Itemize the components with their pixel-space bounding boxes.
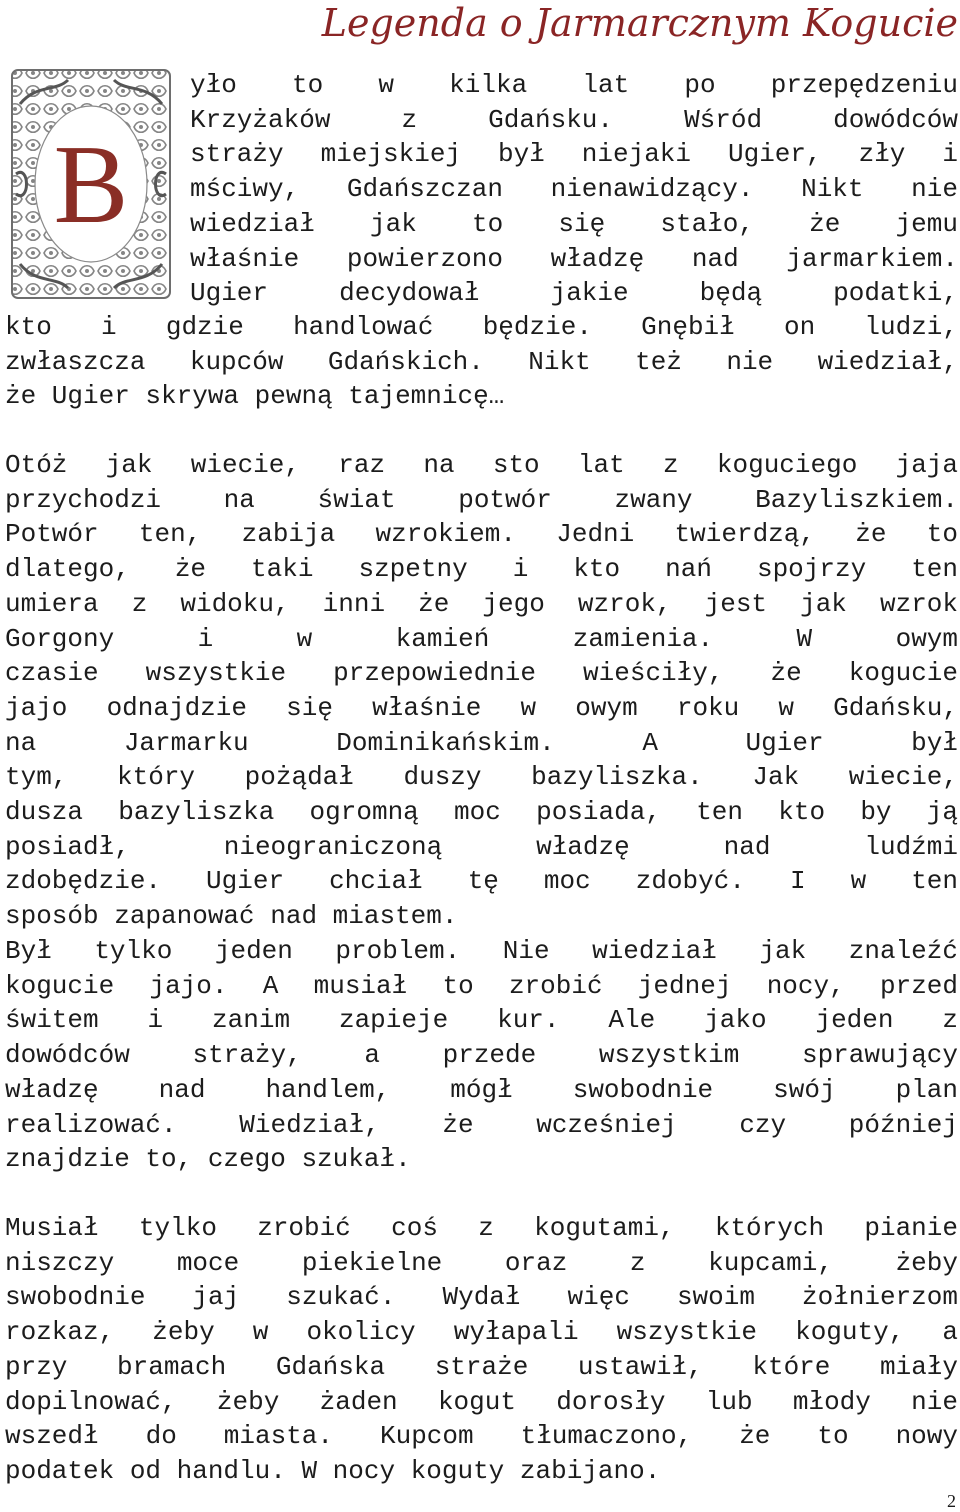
paragraph-basilisk xyxy=(5,448,958,934)
text-line: kogucie jajo. A musiał to zrobić jednej nocy, przed xyxy=(5,970,958,1001)
text-line: podatek od handlu. W nocy koguty zabijano. xyxy=(5,1455,661,1486)
text-line: właśnie powierzono władzę nad jarmarkiem. xyxy=(190,243,958,274)
paragraph-problem xyxy=(5,934,958,1177)
text-line: tym, który pożądał duszy bazyliszka. Jak wiecie, xyxy=(5,762,958,793)
text-line: wiedział jak to się stało, że jemu xyxy=(190,208,958,239)
text-line: znajdzie to, czego szukał. xyxy=(5,1144,411,1175)
text-line: sposób zapanować nad miastem. xyxy=(5,901,458,932)
page-number: 2 xyxy=(947,1491,956,1511)
text-line: wszedł do miasta. Kupcom tłumaczono, że to nowy xyxy=(5,1421,958,1452)
text-line: realizować. Wiedział, że wcześniej czy później xyxy=(5,1109,958,1140)
text-line: na Jarmarku Dominikańskim. A Ugier był xyxy=(5,727,958,758)
text-line: niszczy moce piekielne oraz z kupcami, żeby xyxy=(5,1247,958,1278)
text-line: Otóż jak wiecie, raz na sto lat z koguciego jaja xyxy=(5,450,958,480)
drop-cap-letter: B xyxy=(53,123,129,247)
text-line: dusza bazyliszka ogromną moc posiada, ten kto by ją xyxy=(5,797,958,828)
text-line: zdobędzie. Ugier chciał tę moc zdobyć. I w ten xyxy=(5,866,958,897)
paragraph-roosters xyxy=(5,1211,958,1489)
text-line: zwłaszcza kupców Gdańskich. Nikt też nie wiedział, xyxy=(5,346,958,377)
text-line: przy bramach Gdańska straże ustawił, które miały xyxy=(5,1351,958,1382)
text-line: Krzyżaków z Gdańsku. Wśród dowódców xyxy=(190,104,958,135)
text-line: straży miejskiej był niejaki Ugier, zły i xyxy=(190,139,958,170)
text-line: przychodzi na świat potwór zwany Bazyliszkiem. xyxy=(5,484,958,515)
text-line: Był tylko jeden problem. Nie wiedział jak znaleźć xyxy=(5,936,958,966)
text-line: kto i gdzie handlować będzie. Gnębił on ludzi, xyxy=(5,312,958,342)
text-line: dopilnować, żeby żaden kogut dorosły lub młody nie xyxy=(5,1386,958,1417)
text-line: Ugier decydował jakie będą podatki, xyxy=(190,278,958,309)
text-line: świtem i zanim zapieje kur. Ale jako jeden z xyxy=(5,1005,958,1036)
page-title: Legenda o Jarmarcznym Kogucie xyxy=(321,1,958,45)
text-line: yło to w kilka lat po przepędzeniu xyxy=(190,70,958,100)
text-line: że Ugier skrywa pewną tajemnicę… xyxy=(5,381,505,412)
text-line: umiera z widoku, inni że jego wzrok, jest jak wzrok xyxy=(5,588,958,619)
first-paragraph-indented xyxy=(190,68,958,311)
text-line: jajo odnajdzie się właśnie w owym roku w Gdańsku, xyxy=(5,692,958,723)
text-line: swobodnie jaj szukać. Wydał więc swoim żołnierzom xyxy=(5,1282,958,1313)
text-line: mściwy, Gdańszczan nienawidzący. Nikt nie xyxy=(190,174,958,205)
first-paragraph-continued xyxy=(5,310,958,414)
text-line: dowódców straży, a przede wszystkim sprawujący xyxy=(5,1040,958,1071)
text-line: Gorgony i w kamień zamienia. W owym xyxy=(5,623,958,654)
text-line: Potwór ten, zabija wzrokiem. Jedni twierdzą, że to xyxy=(5,519,958,550)
text-line: rozkaz, żeby w okolicy wyłapali wszystkie koguty, a xyxy=(5,1317,958,1348)
text-line: władzę nad handlem, mógł swobodnie swój plan xyxy=(5,1074,958,1105)
text-line: posiadł, nieograniczoną władzę nad ludźmi xyxy=(5,831,958,862)
floral-ornament-icon xyxy=(6,64,176,304)
text-line: dlatego, że taki szpetny i kto nań spojrzy ten xyxy=(5,554,958,585)
ornamental-drop-cap xyxy=(6,64,176,304)
text-line: czasie wszystkie przepowiednie wieściły, że kogucie xyxy=(5,658,958,689)
text-line: Musiał tylko zrobić coś z kogutami, których pianie xyxy=(5,1213,958,1243)
